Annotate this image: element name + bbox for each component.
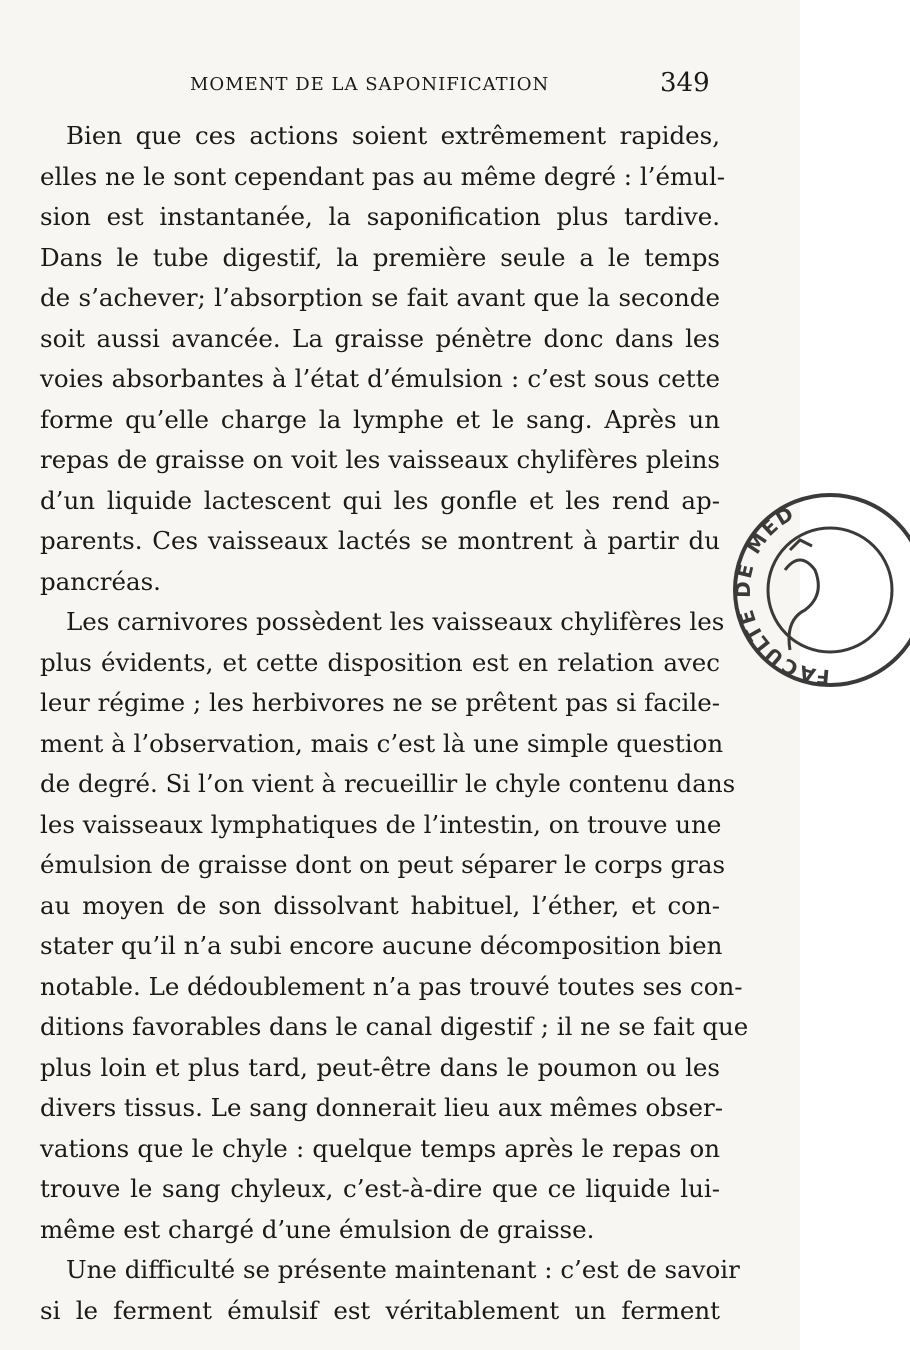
text-line: soit aussi avancée. La graisse pénètre donc dans les bbox=[40, 323, 720, 353]
text-line: divers tissus. Le sang donnerait lieu aux mêmes obser- bbox=[40, 1093, 723, 1122]
library-stamp bbox=[730, 470, 910, 720]
text-line: d’un liquide lactescent qui les gonfle et les rend ap- bbox=[40, 485, 720, 515]
text-line: elles ne le sont cependant pas au même degré : l’émul- bbox=[40, 161, 726, 191]
text-line: émulsion de graisse dont on peut séparer le corps gras bbox=[40, 850, 726, 879]
text-line: forme qu’elle charge la lymphe et le sang. Après un bbox=[40, 404, 720, 434]
text-line: leur régime ; les herbivores ne se prêtent pas si facile- bbox=[40, 688, 720, 717]
text-line: trouve le sang chyleux, c’est-à-dire que ce liquide lui- bbox=[40, 1174, 720, 1203]
text-line: de s’achever; l’absorption se fait avant que la seconde bbox=[40, 283, 720, 312]
text-line: les vaisseaux lymphatiques de l’intestin, on trouve une bbox=[40, 809, 722, 839]
text-line: repas de graisse on voit les vaisseaux chylifères pleins bbox=[40, 445, 720, 474]
text-line: Dans le tube digestif, la première seule a le temps bbox=[40, 242, 720, 272]
text-line: ditions favorables dans le canal digestif ; il ne se fait que bbox=[40, 1012, 749, 1041]
text-line: notable. Le dédoublement n’a pas trouvé toutes ses con- bbox=[40, 971, 743, 1001]
text-line: parents. Ces vaisseaux lactés se montrent à partir du bbox=[40, 526, 720, 555]
text-line: de degré. Si l’on vient à recueillir le chyle contenu dans bbox=[40, 769, 736, 798]
text-line: même est chargé d’une émulsion de graisse. bbox=[40, 1214, 595, 1244]
running-head-title: MOMENT DE LA SAPONIFICATION bbox=[190, 74, 550, 95]
page-number: 349 bbox=[660, 68, 710, 98]
text-line: voies absorbantes à l’état d’émulsion : c’est sous cette bbox=[40, 364, 720, 393]
paragraph bbox=[40, 1250, 740, 1331]
stamp-text: FACULTE DE MED bbox=[730, 500, 831, 690]
body-text bbox=[40, 116, 749, 1331]
text-line: ment à l’observation, mais c’est là une simple question bbox=[40, 728, 724, 758]
text-line: Bien que ces actions soient extrêmement rapides, bbox=[66, 121, 720, 150]
text-line: stater qu’il n’a subi encore aucune décomposition bien bbox=[40, 931, 723, 960]
text-line: plus loin et plus tard, peut-être dans le poumon ou les bbox=[40, 1052, 720, 1082]
text-line: vations que le chyle : quelque temps après le repas on bbox=[40, 1133, 720, 1163]
text-line: si le ferment émulsif est véritablement un ferment bbox=[40, 1295, 720, 1325]
paragraph bbox=[40, 602, 749, 1250]
paragraph bbox=[40, 116, 726, 602]
text-line: plus évidents, et cette disposition est en relation avec bbox=[40, 647, 720, 677]
text-line: pancréas. bbox=[40, 566, 161, 596]
text-line: Une difficulté se présente maintenant : c’est de savoir bbox=[66, 1255, 740, 1284]
text-line: sion est instantanée, la saponification plus tardive. bbox=[40, 202, 720, 231]
text-line: au moyen de son dissolvant habituel, l’éther, et con- bbox=[40, 890, 720, 920]
text-line: Les carnivores possèdent les vaisseaux chylifères les bbox=[66, 607, 725, 636]
